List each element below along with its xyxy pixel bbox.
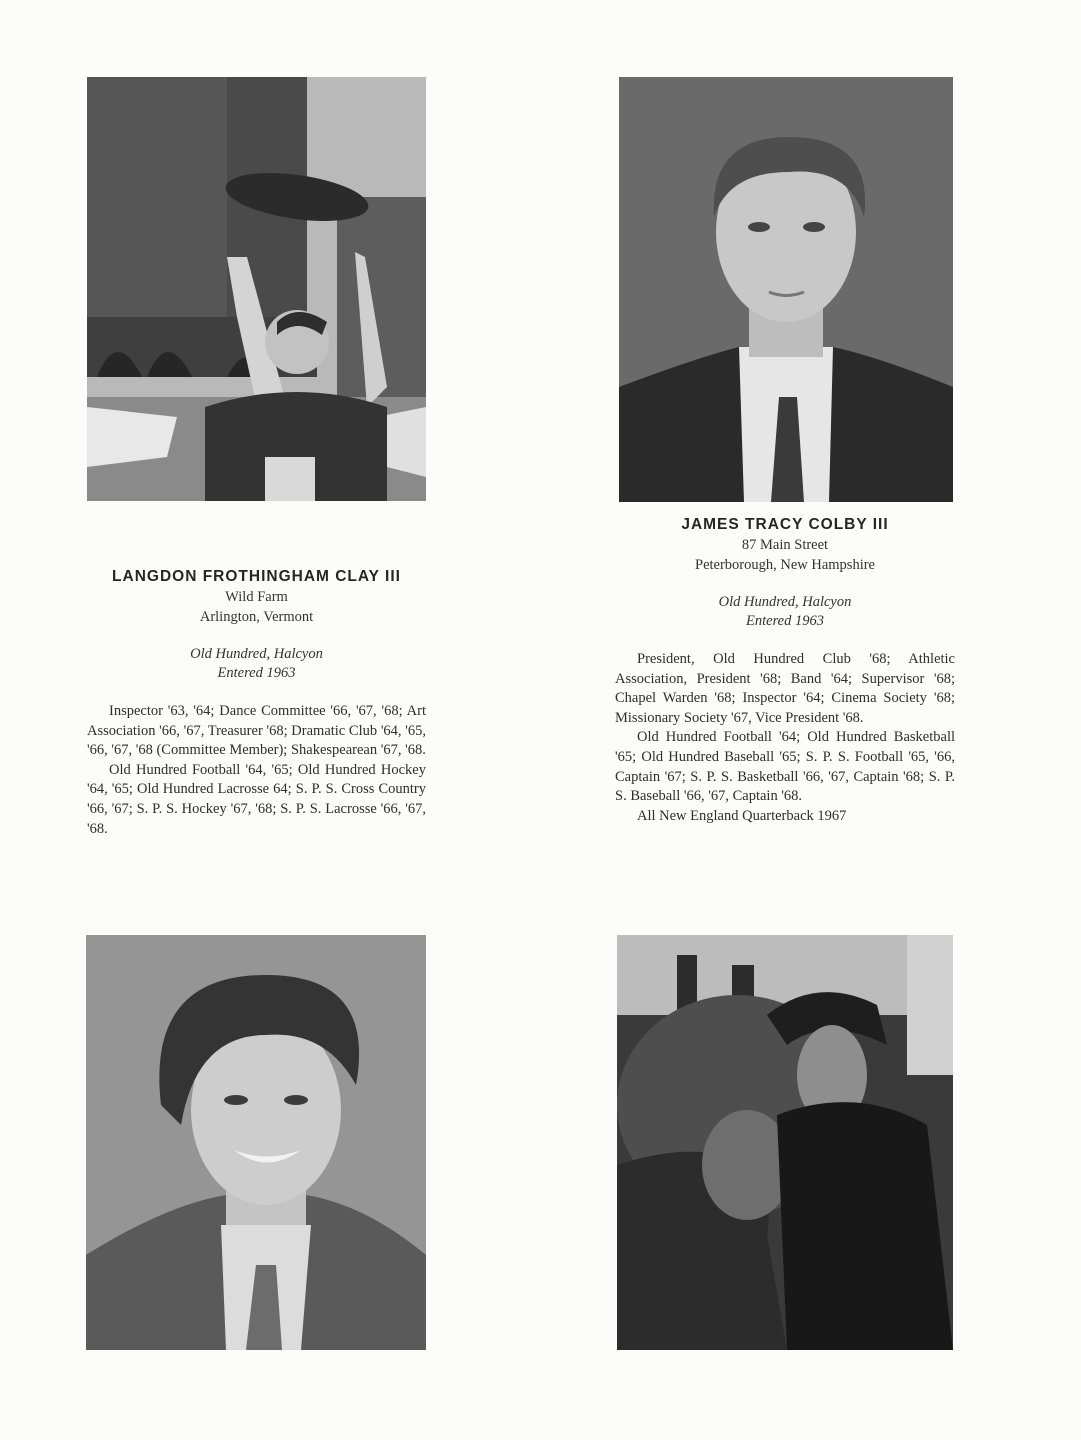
left-activities-para-2: Old Hundred Football '64, '65; Old Hundred Hockey '64, '65; Old Hundred Lacrosse 64; S. P. S. Cross Country '66, '67; S. P. S. Hockey '67, '68; S. P. S. Lacrosse '66, '67, '68. — [87, 761, 426, 837]
right-entered: Entered 1963 — [746, 613, 824, 629]
left-bio — [87, 567, 426, 839]
right-bio — [615, 515, 955, 826]
left-address-line-1: Wild Farm — [225, 589, 288, 605]
left-address-line-2: Arlington, Vermont — [199, 609, 314, 625]
right-student-name: JAMES TRACY COLBY III — [681, 516, 889, 533]
right-activities-para-3: All New England Quarterback 1967 — [637, 807, 847, 824]
right-address-line-1: 87 Main Street — [741, 537, 829, 553]
right-top-photo — [619, 77, 953, 502]
left-entered: Entered 1963 — [217, 665, 296, 681]
left-houses: Old Hundred, Halcyon — [190, 646, 323, 662]
right-address-line-2: Peterborough, New Hampshire — [695, 557, 875, 573]
right-activities-para-1: President, Old Hundred Club '68; Athletic Association, President '68; Band '64; Supervisor '68; Chapel Warden '68; Inspector '64; Cinema Society '68; Missionary Society '67, Vice President '68. — [615, 651, 955, 726]
right-activities-para-2: Old Hundred Football '64; Old Hundred Basketball '65; Old Hundred Baseball '65; S. P. S. Football '65, '66, Captain '67; S. P. S. Basketball '66, '67, Captain '68; S. P. S. Baseball '66, '67, Captain '68. — [615, 729, 955, 805]
left-activities-para-1: Inspector '63, '64; Dance Committee '66, '67, '68; Art Association '66, '67, Treasurer '68; Dramatic Club '64, '65, '66, '67, '68 (Committee Member); Shakespearean '67, '68. — [87, 703, 426, 759]
left-bottom-photo — [86, 935, 426, 1350]
right-activities — [615, 650, 955, 826]
left-activities — [87, 702, 426, 839]
left-student-name: LANGDON FROTHINGHAM CLAY III — [112, 568, 401, 585]
right-bottom-photo — [617, 935, 953, 1350]
left-top-photo — [87, 77, 426, 501]
right-houses: Old Hundred, Halcyon — [718, 594, 852, 610]
